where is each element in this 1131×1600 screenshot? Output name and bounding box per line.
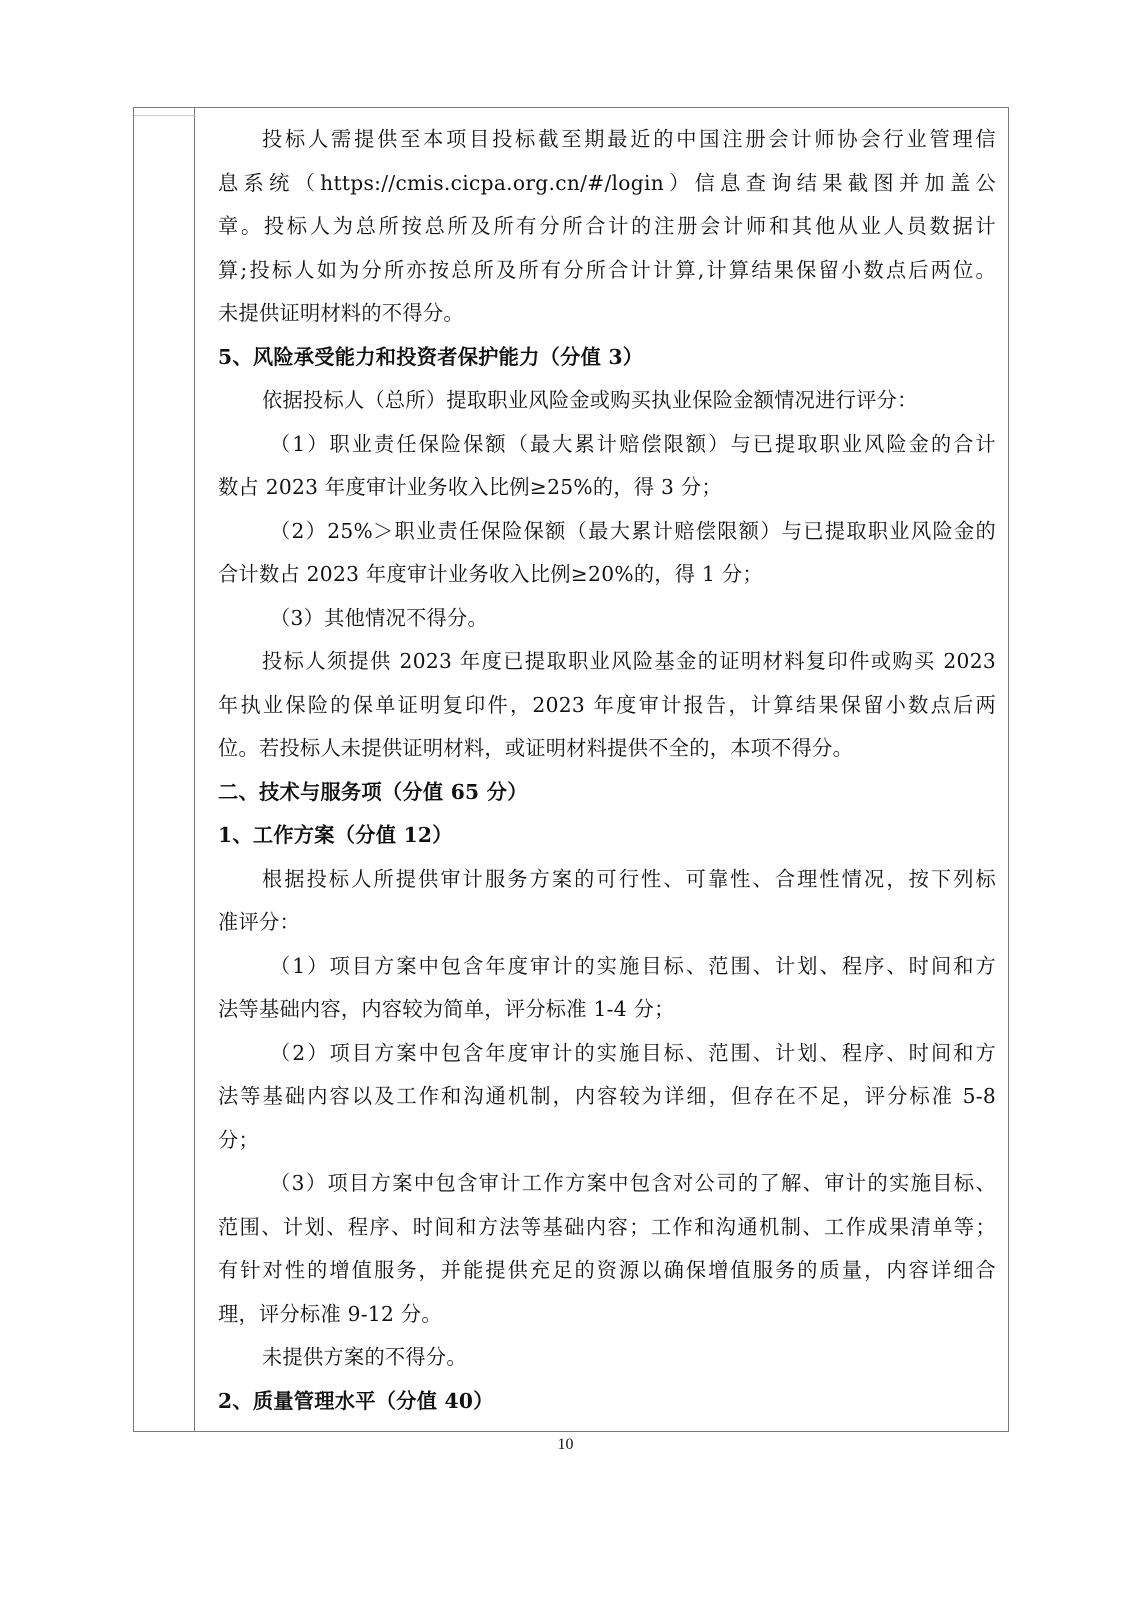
paragraph-line: 有针对性的增值服务，并能提供充足的资源以确保增值服务的质量，内容详细合 (218, 1258, 996, 1282)
paragraph-line: （1）职业责任保险保额（最大累计赔偿限额）与已提取职业风险金的合计 (270, 431, 996, 456)
paragraph-line: 未提供方案的不得分。 (262, 1345, 467, 1369)
paragraph-line: 位。若投标人未提供证明材料，或证明材料提供不全的，本项不得分。 (218, 736, 854, 760)
left-column-cell (134, 108, 195, 1431)
paragraph-line: 法等基础内容以及工作和沟通机制，内容较为详细，但存在不足，评分标准 5-8 (218, 1084, 996, 1108)
paragraph-line: 年执业保险的保单证明复印件，2023 年度审计报告，计算结果保留小数点后两 (218, 692, 996, 717)
paragraph-line: 根据投标人所提供审计服务方案的可行性、可靠性、合理性情况，按下列标 (262, 866, 996, 891)
paragraph-line: （2）25%＞职业责任保险保额（最大累计赔偿限额）与已提取职业风险金的 (270, 518, 996, 543)
page-number: 10 (557, 1436, 574, 1453)
section-heading: 2、质量管理水平（分值 40） (218, 1388, 494, 1413)
paragraph-line: 息系统（https://cmis.cicpa.org.cn/#/login）信息查询结果截图并加盖公 (218, 170, 996, 195)
paragraph-line: 投标人须提供 2023 年度已提取职业风险基金的证明材料复印件或购买 2023 (262, 649, 996, 673)
paragraph-line: 算;投标人如为分所亦按总所及所有分所合计计算,计算结果保留小数点后两位。 (218, 257, 996, 282)
paragraph-line: 法等基础内容，内容较为简单，评分标准 1-4 分； (218, 997, 675, 1021)
left-column-notch (134, 108, 195, 116)
paragraph-line: （3）项目方案中包含审计工作方案中包含对公司的了解、审计的实施目标、 (270, 1171, 996, 1195)
paragraph-line: 准评分： (218, 910, 300, 934)
paragraph-line: 未提供证明材料的不得分。 (218, 301, 464, 325)
paragraph-line: 依据投标人（总所）提取职业风险金或购买执业保险金额情况进行评分： (262, 388, 918, 412)
section-heading: 1、工作方案（分值 12） (218, 823, 453, 847)
paragraph-line: 数占 2023 年度审计业务收入比例≥25%的，得 3 分； (218, 475, 722, 499)
paragraph-line: 范围、计划、程序、时间和方法等基础内容；工作和沟通机制、工作成果清单等； (218, 1214, 996, 1239)
paragraph-line: 章。投标人为总所按总所及所有分所合计的注册会计师和其他从业人员数据计 (218, 214, 996, 238)
table-frame (133, 107, 1009, 1432)
paragraph-line: （1）项目方案中包含年度审计的实施目标、范围、计划、程序、时间和方 (270, 953, 996, 978)
paragraph-line: 理，评分标准 9-12 分。 (218, 1301, 442, 1326)
section-heading: 5、风险承受能力和投资者保护能力（分值 3） (218, 344, 644, 369)
paragraph-line: （2）项目方案中包含年度审计的实施目标、范围、计划、程序、时间和方 (270, 1040, 996, 1065)
section-heading: 二、技术与服务项（分值 65 分） (218, 779, 528, 804)
paragraph-line: 合计数占 2023 年度审计业务收入比例≥20%的，得 1 分； (218, 562, 763, 586)
paragraph-line: （3）其他情况不得分。 (270, 605, 489, 630)
content-cell (218, 118, 996, 1423)
paragraph-line: 投标人需提供至本项目投标截至期最近的中国注册会计师协会行业管理信 (262, 127, 996, 151)
paragraph-line: 分； (218, 1127, 259, 1152)
